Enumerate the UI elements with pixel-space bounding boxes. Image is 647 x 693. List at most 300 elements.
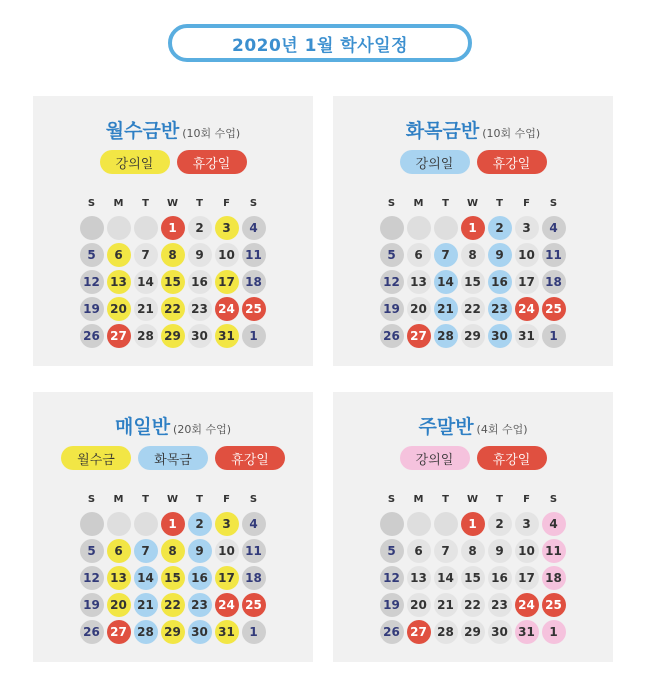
weekday-header: [78, 494, 267, 505]
day-cell: [213, 241, 240, 268]
day-cell: [432, 322, 459, 349]
empty-cell: [105, 214, 132, 241]
day-cell: [159, 537, 186, 564]
day-circle: 7: [134, 243, 158, 267]
day-cell: [486, 618, 513, 645]
day-circle: 24: [215, 593, 239, 617]
day-circle: 11: [542, 539, 566, 563]
day-circle: 24: [215, 297, 239, 321]
day-cell: [513, 241, 540, 268]
day-circle: 16: [488, 270, 512, 294]
day-cell: [213, 537, 240, 564]
day-cell: [378, 591, 405, 618]
day-cell: [132, 564, 159, 591]
day-circle: 4: [242, 216, 266, 240]
day-cell: [378, 537, 405, 564]
day-circle: 1: [161, 216, 185, 240]
day-circle: 16: [488, 566, 512, 590]
day-cell: [459, 241, 486, 268]
day-cell: [432, 618, 459, 645]
day-cell: [540, 268, 567, 295]
panel-weekend: [333, 392, 613, 662]
empty-circle: [134, 216, 158, 240]
day-cell: [78, 322, 105, 349]
day-circle: 9: [188, 243, 212, 267]
day-circle: 17: [515, 270, 539, 294]
day-circle: 18: [242, 270, 266, 294]
day-circle: 23: [188, 297, 212, 321]
day-circle: 13: [407, 566, 431, 590]
day-cell: [213, 268, 240, 295]
day-circle: 16: [188, 270, 212, 294]
day-circle: 28: [434, 324, 458, 348]
empty-cell: [378, 214, 405, 241]
day-circle: 5: [380, 539, 404, 563]
day-cell: [513, 295, 540, 322]
weekday-label: S: [249, 198, 258, 209]
day-cell: [186, 537, 213, 564]
day-cell: [159, 618, 186, 645]
day-circle: 20: [407, 297, 431, 321]
day-cell: [186, 241, 213, 268]
day-cell: [513, 618, 540, 645]
day-circle: 18: [542, 270, 566, 294]
day-circle: 12: [80, 566, 104, 590]
empty-circle: [380, 512, 404, 536]
day-cell: [159, 322, 186, 349]
day-cell: [132, 591, 159, 618]
weekday-label: M: [113, 198, 124, 209]
day-cell: [540, 564, 567, 591]
day-circle: 28: [134, 620, 158, 644]
empty-cell: [432, 214, 459, 241]
weekday-label: F: [223, 198, 230, 209]
legend-pill-red: 휴강일: [477, 446, 547, 470]
day-circle: 31: [515, 324, 539, 348]
day-cell: [213, 510, 240, 537]
weekday-label: T: [142, 494, 149, 505]
empty-circle: [80, 512, 104, 536]
day-cell: [486, 591, 513, 618]
day-circle: 19: [380, 593, 404, 617]
day-circle: 8: [461, 243, 485, 267]
day-cell: [405, 564, 432, 591]
day-cell: [513, 537, 540, 564]
next-month-day-cell: [540, 322, 567, 349]
day-cell: [78, 268, 105, 295]
day-cell: [459, 564, 486, 591]
day-cell: [159, 295, 186, 322]
panel-tue-thu-fri: [333, 96, 613, 366]
empty-cell: [405, 214, 432, 241]
day-circle: 20: [107, 593, 131, 617]
day-cell: [105, 564, 132, 591]
day-cell: [486, 295, 513, 322]
day-circle: 11: [542, 243, 566, 267]
panel-title: [33, 412, 313, 439]
weekday-label: S: [249, 494, 258, 505]
day-circle: 31: [215, 620, 239, 644]
day-circle: 15: [161, 270, 185, 294]
legend-pill-pink: 강의일: [400, 446, 470, 470]
weekday-label: F: [223, 494, 230, 505]
calendar-grid: [78, 214, 267, 349]
day-cell: [459, 322, 486, 349]
day-cell: [78, 564, 105, 591]
day-cell: [405, 295, 432, 322]
day-circle: 7: [134, 539, 158, 563]
day-cell: [486, 241, 513, 268]
panel-subtitle: (4회 수업): [476, 423, 528, 436]
next-month-day-cell: [240, 618, 267, 645]
panel-title-text: 월수금반: [105, 120, 180, 142]
empty-circle: [380, 216, 404, 240]
day-circle: 25: [242, 593, 266, 617]
day-cell: [186, 214, 213, 241]
panel-daily: [33, 392, 313, 662]
day-circle: 29: [161, 620, 185, 644]
day-cell: [486, 537, 513, 564]
day-circle: 16: [188, 566, 212, 590]
day-circle: 5: [80, 243, 104, 267]
day-cell: [132, 537, 159, 564]
day-cell: [213, 591, 240, 618]
day-cell: [240, 241, 267, 268]
day-circle: 7: [434, 539, 458, 563]
next-month-day-cell: [240, 322, 267, 349]
weekday-header: [378, 494, 567, 505]
day-circle: 14: [134, 270, 158, 294]
weekday-label: T: [496, 494, 503, 505]
day-circle: 29: [161, 324, 185, 348]
day-cell: [240, 591, 267, 618]
page-title: [168, 24, 472, 62]
day-circle: 8: [161, 243, 185, 267]
day-cell: [378, 322, 405, 349]
next-month-day-circle: 1: [242, 324, 266, 348]
empty-circle: [407, 512, 431, 536]
day-circle: 3: [515, 216, 539, 240]
day-circle: 29: [461, 620, 485, 644]
day-cell: [432, 591, 459, 618]
day-cell: [186, 591, 213, 618]
day-cell: [159, 510, 186, 537]
day-cell: [459, 510, 486, 537]
day-circle: 30: [188, 324, 212, 348]
day-circle: 8: [461, 539, 485, 563]
day-circle: 28: [134, 324, 158, 348]
day-cell: [159, 214, 186, 241]
day-cell: [159, 591, 186, 618]
empty-circle: [107, 216, 131, 240]
empty-cell: [105, 510, 132, 537]
day-cell: [432, 564, 459, 591]
day-cell: [186, 564, 213, 591]
panel-title-text: 주말반: [418, 416, 474, 438]
day-cell: [240, 214, 267, 241]
day-cell: [486, 564, 513, 591]
legend: [33, 150, 313, 174]
day-circle: 5: [380, 243, 404, 267]
day-circle: 10: [515, 243, 539, 267]
empty-cell: [378, 510, 405, 537]
day-circle: 12: [380, 270, 404, 294]
day-circle: 17: [215, 566, 239, 590]
weekday-label: W: [166, 198, 179, 209]
day-cell: [513, 268, 540, 295]
day-cell: [186, 295, 213, 322]
day-circle: 6: [107, 243, 131, 267]
weekday-label: W: [166, 494, 179, 505]
day-cell: [105, 241, 132, 268]
day-circle: 24: [515, 593, 539, 617]
day-cell: [405, 241, 432, 268]
day-cell: [459, 537, 486, 564]
day-circle: 27: [107, 324, 131, 348]
day-circle: 13: [107, 270, 131, 294]
day-circle: 19: [380, 297, 404, 321]
day-circle: 6: [407, 539, 431, 563]
day-cell: [540, 295, 567, 322]
day-circle: 27: [407, 324, 431, 348]
day-cell: [240, 295, 267, 322]
weekday-header: [378, 198, 567, 209]
day-cell: [132, 268, 159, 295]
day-circle: 17: [215, 270, 239, 294]
day-circle: 26: [80, 620, 104, 644]
day-circle: 3: [515, 512, 539, 536]
day-cell: [486, 510, 513, 537]
day-circle: 1: [161, 512, 185, 536]
panel-mon-wed-fri: [33, 96, 313, 366]
day-circle: 5: [80, 539, 104, 563]
day-cell: [513, 510, 540, 537]
legend-pill-red: 휴강일: [477, 150, 547, 174]
day-circle: 13: [107, 566, 131, 590]
day-circle: 21: [434, 297, 458, 321]
day-cell: [486, 322, 513, 349]
day-circle: 3: [215, 512, 239, 536]
weekday-label: M: [413, 198, 424, 209]
calendar-grid: [78, 510, 267, 645]
day-circle: 19: [80, 593, 104, 617]
weekday-label: T: [196, 494, 203, 505]
day-cell: [240, 268, 267, 295]
day-circle: 1: [461, 512, 485, 536]
legend-pill-blue: 강의일: [400, 150, 470, 174]
day-cell: [378, 618, 405, 645]
empty-cell: [432, 510, 459, 537]
legend-pill-yellow: 강의일: [100, 150, 170, 174]
day-circle: 22: [161, 593, 185, 617]
day-cell: [213, 322, 240, 349]
empty-circle: [434, 216, 458, 240]
weekday-label: S: [87, 198, 96, 209]
day-circle: 22: [161, 297, 185, 321]
weekday-label: W: [466, 198, 479, 209]
day-circle: 26: [380, 620, 404, 644]
day-circle: 25: [542, 297, 566, 321]
day-circle: 23: [488, 593, 512, 617]
empty-cell: [132, 214, 159, 241]
day-circle: 29: [461, 324, 485, 348]
day-cell: [540, 537, 567, 564]
empty-circle: [407, 216, 431, 240]
day-cell: [132, 295, 159, 322]
day-circle: 22: [461, 297, 485, 321]
day-cell: [459, 618, 486, 645]
day-cell: [513, 322, 540, 349]
panel-title-text: 매일반: [114, 416, 171, 438]
empty-circle: [434, 512, 458, 536]
day-circle: 21: [134, 593, 158, 617]
empty-circle: [134, 512, 158, 536]
panel-title: [33, 116, 313, 143]
day-circle: 10: [215, 243, 239, 267]
weekday-label: M: [113, 494, 124, 505]
day-circle: 15: [161, 566, 185, 590]
day-circle: 11: [242, 539, 266, 563]
empty-circle: [80, 216, 104, 240]
day-circle: 18: [242, 566, 266, 590]
day-cell: [78, 537, 105, 564]
day-cell: [159, 268, 186, 295]
day-cell: [78, 591, 105, 618]
empty-cell: [78, 214, 105, 241]
day-cell: [159, 564, 186, 591]
weekday-label: T: [442, 494, 449, 505]
next-month-day-circle: 1: [542, 324, 566, 348]
day-circle: 6: [407, 243, 431, 267]
day-circle: 1: [461, 216, 485, 240]
day-cell: [540, 214, 567, 241]
day-cell: [186, 510, 213, 537]
day-cell: [432, 241, 459, 268]
panel-title-text: 화목금반: [405, 120, 480, 142]
day-cell: [405, 537, 432, 564]
day-circle: 2: [188, 512, 212, 536]
day-cell: [78, 618, 105, 645]
day-circle: 26: [380, 324, 404, 348]
legend-pill-blue: 화목금: [138, 446, 208, 470]
day-cell: [132, 241, 159, 268]
empty-circle: [107, 512, 131, 536]
day-circle: 2: [188, 216, 212, 240]
day-cell: [459, 295, 486, 322]
day-cell: [378, 268, 405, 295]
next-month-day-circle: 1: [542, 620, 566, 644]
day-circle: 4: [542, 512, 566, 536]
legend: [333, 150, 613, 174]
day-cell: [432, 268, 459, 295]
legend: [33, 446, 313, 470]
next-month-day-circle: 1: [242, 620, 266, 644]
legend-pill-yellow: 월수금: [61, 446, 131, 470]
day-cell: [378, 295, 405, 322]
day-circle: 30: [488, 620, 512, 644]
day-circle: 9: [188, 539, 212, 563]
day-circle: 10: [515, 539, 539, 563]
day-cell: [378, 241, 405, 268]
day-cell: [105, 591, 132, 618]
day-cell: [540, 241, 567, 268]
day-circle: 14: [434, 566, 458, 590]
day-cell: [459, 214, 486, 241]
day-cell: [540, 510, 567, 537]
weekday-label: T: [442, 198, 449, 209]
calendar-grid: [378, 510, 567, 645]
legend: [333, 446, 613, 470]
day-cell: [132, 322, 159, 349]
weekday-label: T: [196, 198, 203, 209]
day-circle: 12: [380, 566, 404, 590]
weekday-label: T: [142, 198, 149, 209]
day-circle: 4: [542, 216, 566, 240]
day-cell: [186, 322, 213, 349]
panel-subtitle: (10회 수업): [182, 127, 241, 140]
day-circle: 30: [488, 324, 512, 348]
day-cell: [105, 295, 132, 322]
day-cell: [78, 241, 105, 268]
weekday-label: S: [87, 494, 96, 505]
day-cell: [513, 591, 540, 618]
day-cell: [78, 295, 105, 322]
day-cell: [132, 618, 159, 645]
legend-pill-red: 휴강일: [177, 150, 247, 174]
day-circle: 31: [215, 324, 239, 348]
panel-title: [333, 116, 613, 143]
day-circle: 2: [488, 512, 512, 536]
day-cell: [240, 510, 267, 537]
day-cell: [213, 295, 240, 322]
day-cell: [240, 537, 267, 564]
next-month-day-cell: [540, 618, 567, 645]
day-circle: 15: [461, 566, 485, 590]
day-cell: [540, 591, 567, 618]
day-circle: 14: [434, 270, 458, 294]
day-circle: 9: [488, 243, 512, 267]
weekday-header: [78, 198, 267, 209]
day-circle: 20: [107, 297, 131, 321]
day-circle: 17: [515, 566, 539, 590]
panel-title: [333, 412, 613, 439]
day-circle: 15: [461, 270, 485, 294]
weekday-label: M: [413, 494, 424, 505]
day-cell: [240, 564, 267, 591]
day-circle: 11: [242, 243, 266, 267]
day-circle: 24: [515, 297, 539, 321]
weekday-label: F: [523, 494, 530, 505]
panel-subtitle: (10회 수업): [482, 127, 541, 140]
day-circle: 18: [542, 566, 566, 590]
day-cell: [105, 268, 132, 295]
weekday-label: W: [466, 494, 479, 505]
day-circle: 21: [434, 593, 458, 617]
day-circle: 21: [134, 297, 158, 321]
day-circle: 19: [80, 297, 104, 321]
day-cell: [213, 618, 240, 645]
day-circle: 26: [80, 324, 104, 348]
weekday-label: F: [523, 198, 530, 209]
day-circle: 8: [161, 539, 185, 563]
day-circle: 20: [407, 593, 431, 617]
day-circle: 7: [434, 243, 458, 267]
weekday-label: S: [549, 198, 558, 209]
day-cell: [105, 618, 132, 645]
day-cell: [105, 537, 132, 564]
day-cell: [186, 618, 213, 645]
day-circle: 14: [134, 566, 158, 590]
